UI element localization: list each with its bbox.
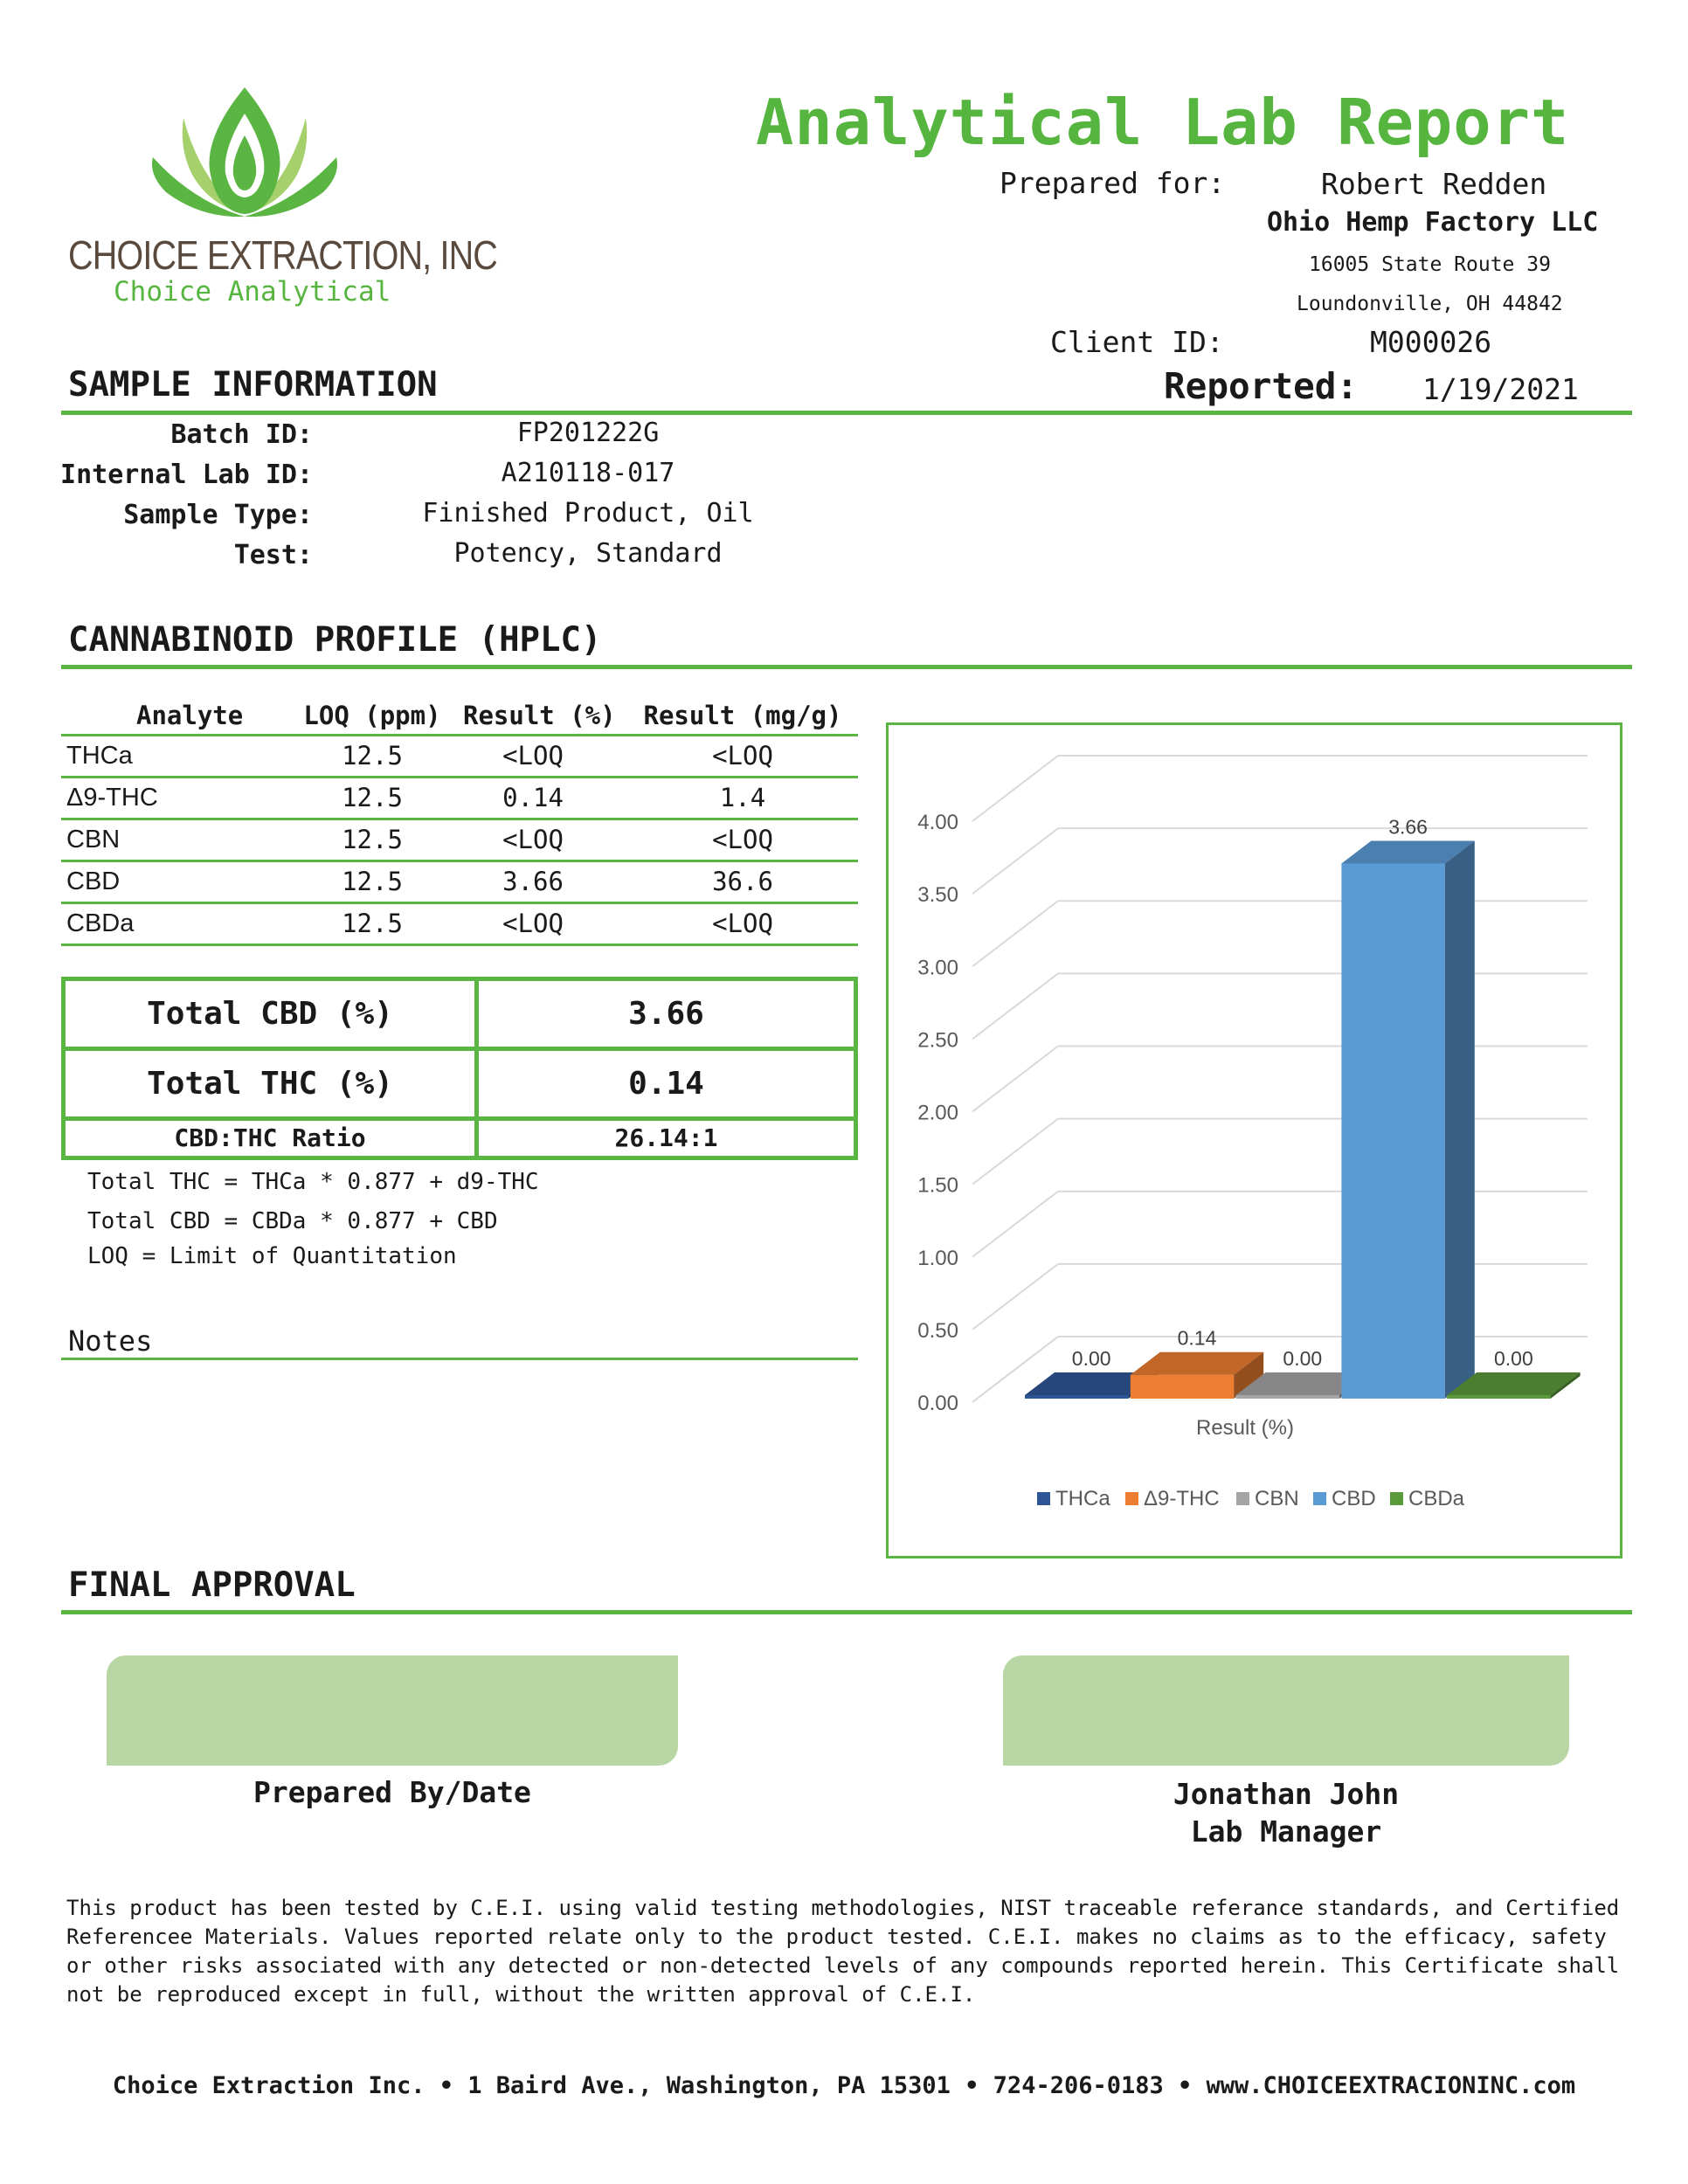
total-thc-label: Total THC (%) (147, 1066, 393, 1102)
reported-date: 1/19/2021 (1422, 372, 1579, 406)
lotus-drop-icon (61, 87, 446, 218)
formula-total-cbd: Total CBD = CBDa * 0.877 + CBD (87, 1208, 498, 1234)
y-tick-label: 2.50 (917, 1028, 958, 1053)
data-label: 3.66 (1388, 815, 1428, 839)
analyte-name: CBN (66, 826, 121, 854)
test-value: Potency, Standard (453, 538, 723, 569)
profile-heading: CANNABINOID PROFILE (HPLC) (68, 620, 602, 660)
loq-value: 12.5 (342, 825, 403, 854)
result-mg: <LOQ (712, 741, 773, 771)
table-row (61, 820, 858, 862)
side-gridline (972, 1264, 1058, 1330)
bar-cbd (1341, 864, 1444, 1399)
totals-table (61, 977, 858, 1160)
analyte-name: THCa (66, 742, 133, 770)
data-label: 0.00 (1494, 1347, 1533, 1370)
formula-loq: LOQ = Limit of Quantitation (87, 1243, 457, 1269)
y-tick-label: 0.00 (917, 1392, 958, 1415)
legend-label: CBN (1255, 1487, 1299, 1510)
side-gridline (972, 1047, 1058, 1112)
analyte-name: CBDa (66, 909, 135, 937)
sample-type-value: Finished Product, Oil (422, 498, 754, 529)
batch-id-value: FP201222G (516, 418, 660, 448)
x-axis-label: Result (%) (1195, 1416, 1295, 1440)
batch-id-label: Batch ID: (170, 419, 313, 450)
formula-total-thc: Total THC = THCa * 0.877 + d9-THC (87, 1169, 539, 1195)
total-thc-value: 0.14 (628, 1066, 704, 1102)
side-gridline (972, 756, 1058, 821)
col-result-mg: Result (mg/g) (643, 701, 842, 730)
result-pct: 0.14 (502, 783, 564, 812)
total-thc-row (66, 1051, 854, 1121)
table-row (61, 778, 858, 820)
loq-value: 12.5 (342, 783, 403, 812)
prepared-by-signature-box (107, 1655, 678, 1766)
lab-manager-title: Lab Manager (1190, 1814, 1382, 1849)
legend-swatch (1236, 1492, 1249, 1505)
y-tick-label: 1.50 (917, 1173, 958, 1198)
result-pct: <LOQ (502, 825, 564, 854)
ratio-label: CBD:THC Ratio (174, 1123, 366, 1152)
side-gridline (972, 828, 1058, 894)
bar-δ9-thc (1131, 1375, 1234, 1399)
analyte-name: CBD (66, 867, 121, 895)
legend-label: CBD (1332, 1487, 1376, 1510)
legend-label: THCa (1055, 1487, 1110, 1510)
reported-label: Reported: (1164, 365, 1359, 407)
report-title: Analytical Lab Report (756, 86, 1570, 159)
prepared-by-caption: Prepared By/Date (253, 1775, 531, 1809)
bar-cbda (1447, 1395, 1550, 1399)
result-pct: <LOQ (502, 741, 564, 771)
lab-id-label: Internal Lab ID: (60, 460, 313, 490)
profile-rule (61, 665, 1632, 669)
data-label: 0.14 (1177, 1326, 1217, 1350)
logo-company-name: CHOICE EXTRACTION, INC (68, 232, 498, 278)
y-tick-label: 4.00 (917, 811, 958, 834)
analyte-table (61, 697, 858, 946)
lab-manager-name: Jonathan John (1173, 1777, 1400, 1811)
sample-type-label: Sample Type: (123, 500, 313, 530)
loq-value: 12.5 (342, 909, 403, 938)
ratio-row (66, 1121, 854, 1156)
result-mg: 36.6 (712, 867, 773, 896)
client-id-label: Client ID: (1050, 325, 1224, 359)
results-chart (886, 722, 1622, 1559)
client-address-line2: Loundonville, OH 44842 (1297, 293, 1563, 315)
logo-subtitle: Choice Analytical (114, 276, 391, 308)
loq-value: 12.5 (342, 867, 403, 896)
legend-swatch (1037, 1492, 1050, 1505)
total-cbd-value: 3.66 (628, 996, 704, 1032)
result-mg: <LOQ (712, 909, 773, 938)
table-row (61, 862, 858, 904)
legend-swatch (1313, 1492, 1326, 1505)
side-gridline (972, 901, 1058, 966)
ratio-value: 26.14:1 (614, 1123, 718, 1152)
notes-label: Notes (68, 1324, 153, 1358)
legend-label: Δ9-THC (1144, 1487, 1220, 1510)
side-gridline (972, 973, 1058, 1039)
client-company: Ohio Hemp Factory LLC (1267, 207, 1599, 238)
result-mg: 1.4 (719, 783, 766, 812)
analyte-name: Δ9-THC (66, 784, 158, 812)
y-tick-label: 0.50 (917, 1318, 958, 1343)
prepared-for-name: Robert Redden (1321, 167, 1547, 201)
col-result-pct: Result (%) (463, 701, 616, 730)
sample-info-heading: SAMPLE INFORMATION (68, 365, 438, 404)
data-label: 0.00 (1283, 1347, 1323, 1370)
loq-value: 12.5 (342, 741, 403, 771)
col-loq: LOQ (ppm) (303, 701, 441, 730)
chart-svg (889, 725, 1620, 1556)
data-label: 0.00 (1071, 1347, 1111, 1370)
legend-swatch (1390, 1492, 1403, 1505)
analyte-table-header (61, 697, 858, 736)
y-tick-label: 3.50 (917, 883, 958, 908)
side-gridline (972, 1192, 1058, 1257)
legend-label: CBDa (1408, 1487, 1465, 1510)
total-cbd-label: Total CBD (%) (147, 996, 393, 1032)
table-row (61, 736, 858, 778)
lab-id-value: A210118-017 (501, 458, 675, 488)
notes-rule (61, 1358, 858, 1360)
legend-swatch (1125, 1492, 1138, 1505)
bar-cbn (1236, 1395, 1339, 1399)
result-pct: <LOQ (502, 909, 564, 938)
approval-heading: FINAL APPROVAL (68, 1565, 356, 1605)
approval-rule (61, 1610, 1632, 1614)
footer-contact: Choice Extraction Inc. • 1 Baird Ave., Washington, PA 15301 • 724-206-0183 • www.CHOICEEXTRACIONINC.com (112, 2072, 1576, 2099)
side-gridline (972, 1119, 1058, 1185)
prepared-for-label: Prepared for: (1000, 166, 1226, 200)
bar-side-cbd (1445, 841, 1475, 1399)
total-cbd-row (66, 981, 854, 1051)
test-label: Test: (233, 540, 313, 570)
client-id-value: M000026 (1370, 325, 1492, 359)
disclaimer-text: This product has been tested by C.E.I. using valid testing methodologies, NIST traceable referance standards, and Certified Referencee Materials. Values reported relate only to the product tested. C.E.I. makes no claims as to the efficacy, safety or other risks associated with any detected or non-detected levels of any compounds reported herein. This Certificate shall not be reproduced except in full, without the written approval of C.E.I. (66, 1896, 1620, 2007)
result-mg: <LOQ (712, 825, 773, 854)
sample-info-rule (61, 411, 1632, 415)
y-tick-label: 2.00 (917, 1101, 958, 1125)
result-pct: 3.66 (502, 867, 564, 896)
y-tick-label: 1.00 (917, 1246, 958, 1270)
bar-thca (1025, 1395, 1128, 1399)
company-logo (61, 87, 498, 314)
col-analyte: Analyte (136, 701, 244, 730)
client-address-line1: 16005 State Route 39 (1309, 253, 1551, 276)
table-row (61, 904, 858, 946)
y-tick-label: 3.00 (917, 956, 958, 980)
lab-manager-signature-box (1003, 1655, 1569, 1766)
